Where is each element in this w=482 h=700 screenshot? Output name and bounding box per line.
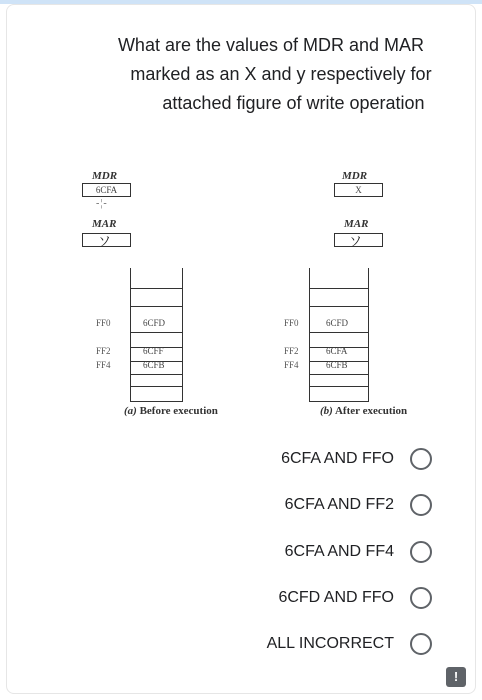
after-cell-0: 6CFD bbox=[326, 318, 349, 328]
after-address-2: FF4 bbox=[284, 360, 299, 370]
option-1-radio[interactable] bbox=[410, 448, 432, 470]
before-cell-1: 6CFF bbox=[143, 346, 164, 356]
question-line-3: attached figure of write operation bbox=[162, 93, 425, 113]
option-4-label: 6CFD AND FFO bbox=[278, 589, 394, 606]
after-mdr-value: X bbox=[334, 183, 383, 197]
option-5-radio[interactable] bbox=[410, 633, 432, 655]
option-3-label: 6CFA AND FF4 bbox=[284, 543, 394, 560]
after-mdr-label: MDR bbox=[342, 170, 368, 182]
before-caption bbox=[124, 405, 218, 417]
after-address-1: FF2 bbox=[284, 346, 299, 356]
after-mar-label: MAR bbox=[344, 218, 369, 230]
before-caption-tag: (a) bbox=[124, 405, 137, 417]
before-mdr-value: 6CFA bbox=[82, 183, 131, 197]
before-address-0: FF0 bbox=[96, 318, 111, 328]
before-mdr-label: MDR bbox=[92, 170, 118, 182]
option-2-label: 6CFA AND FF2 bbox=[284, 496, 394, 513]
option-2[interactable] bbox=[285, 493, 432, 517]
before-address-1: FF2 bbox=[96, 346, 111, 356]
after-memory-block bbox=[309, 268, 369, 402]
option-3-radio[interactable] bbox=[410, 541, 432, 563]
after-mar-value: ソ bbox=[349, 234, 363, 249]
question-line-1: What are the values of MDR and MAR bbox=[117, 35, 425, 55]
option-1-label: 6CFA AND FFO bbox=[281, 450, 394, 467]
after-cell-2: 6CFB bbox=[326, 360, 348, 370]
after-address-0: FF0 bbox=[284, 318, 299, 328]
option-5[interactable] bbox=[267, 632, 432, 656]
feedback-icon[interactable]: ! bbox=[446, 667, 466, 687]
option-3[interactable] bbox=[285, 540, 432, 564]
question-line-2: marked as an X and y respectively for bbox=[130, 64, 432, 84]
before-memory-block bbox=[130, 268, 183, 402]
before-mar-label: MAR bbox=[92, 218, 117, 230]
before-caption-text: Before execution bbox=[139, 405, 218, 417]
before-cell-2: 6CFB bbox=[143, 360, 165, 370]
before-mdr-dots: -¦- bbox=[96, 198, 108, 209]
after-cell-1: 6CFA bbox=[326, 346, 348, 356]
after-caption-tag: (b) bbox=[320, 405, 333, 417]
before-address-2: FF4 bbox=[96, 360, 111, 370]
before-cell-0: 6CFD bbox=[143, 318, 166, 328]
option-1[interactable] bbox=[281, 447, 432, 471]
option-4-radio[interactable] bbox=[410, 587, 432, 609]
before-mar-value: ソ bbox=[98, 234, 112, 249]
after-caption-text: After execution bbox=[334, 405, 408, 417]
after-caption bbox=[320, 405, 407, 417]
option-4[interactable] bbox=[278, 586, 432, 610]
option-5-label: ALL INCORRECT bbox=[266, 635, 394, 652]
option-2-radio[interactable] bbox=[410, 494, 432, 516]
